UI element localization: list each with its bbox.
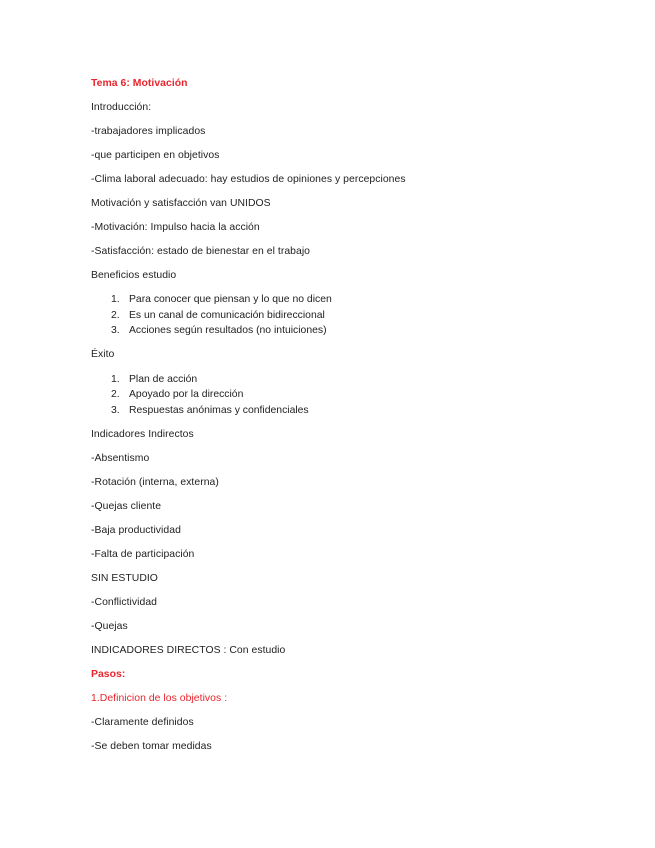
list-number: 3. (111, 325, 120, 336)
satisfaccion-definition: -Satisfacción: estado de bienestar en el trabajo (91, 246, 311, 257)
indirectos-item: -Baja productividad (91, 525, 181, 536)
pasos-heading: Pasos: (91, 669, 126, 680)
motivacion-definition: -Motivación: Impulso hacia la acción (91, 222, 260, 233)
list-number: 2. (111, 309, 120, 321)
list-text: Plan de acción (129, 373, 198, 385)
document-title: Tema 6: Motivación (91, 78, 188, 89)
list-item (111, 404, 309, 417)
union-heading: Motivación y satisfacción van UNIDOS (91, 198, 271, 209)
list-text: Respuestas anónimas y confidenciales (129, 404, 309, 416)
list-item (111, 373, 197, 386)
paso1-item: -Se deben tomar medidas (91, 741, 212, 752)
indirectos-item: -Quejas cliente (91, 501, 162, 512)
list-item (111, 324, 327, 337)
intro-item: -Clima laboral adecuado: hay estudios de opiniones y percepciones (91, 174, 406, 185)
intro-heading: Introducción: (91, 102, 152, 113)
list-number: 1. (111, 294, 120, 305)
list-text: Acciones según resultados (no intuiciones) (129, 325, 327, 336)
paso1-heading: 1.Definicion de los objetivos : (91, 693, 228, 704)
indirectos-item: -Absentismo (91, 453, 150, 464)
indirectos-item: -Rotación (interna, externa) (91, 477, 219, 488)
exito-heading: Éxito (91, 349, 115, 360)
sin-estudio-item: -Quejas (91, 621, 128, 632)
sin-estudio-item: -Conflictividad (91, 597, 158, 608)
list-text: Apoyado por la dirección (129, 389, 244, 400)
sin-estudio-heading: SIN ESTUDIO (91, 573, 158, 584)
indirectos-heading: Indicadores Indirectos (91, 429, 194, 440)
paso1-item: -Claramente definidos (91, 717, 194, 728)
list-number: 2. (111, 389, 120, 400)
list-text: Es un canal de comunicación bidireccional (129, 309, 325, 321)
list-item (111, 293, 332, 306)
list-number: 3. (111, 404, 120, 416)
indirectos-item: -Falta de participación (91, 549, 195, 560)
intro-item: -que participen en objetivos (91, 150, 220, 161)
directos-heading: INDICADORES DIRECTOS : Con estudio (91, 645, 286, 656)
list-item (111, 309, 325, 322)
list-text: Para conocer que piensan y lo que no dicen (129, 294, 332, 305)
intro-item: -trabajadores implicados (91, 126, 206, 137)
list-number: 1. (111, 373, 120, 385)
beneficios-heading: Beneficios estudio (91, 270, 177, 281)
list-item (111, 388, 243, 401)
